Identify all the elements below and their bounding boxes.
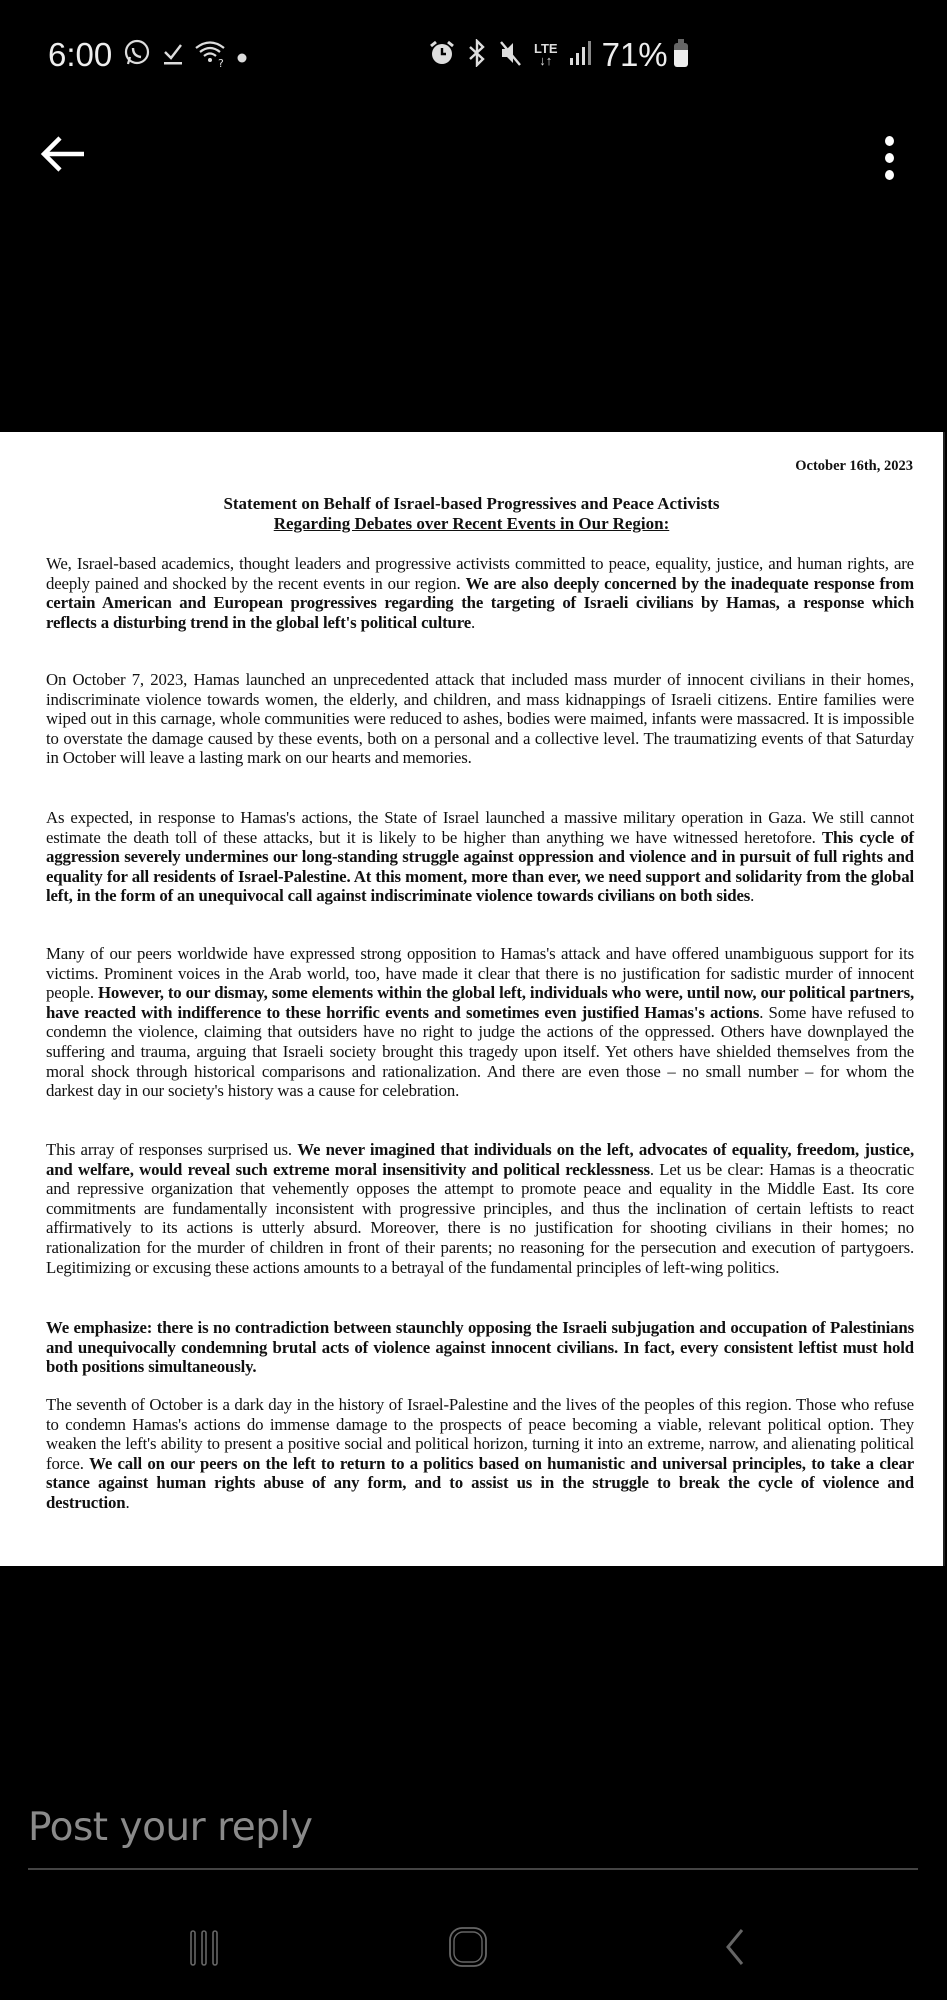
bold-text: We emphasize: there is no contradiction between staunchly opposing the Israeli subjugation and occupation of Palestinians and unequivocally condemning brutal acts of violence against innocent civilians. In fact, every consistent leftist must hold both positions simultaneously. <box>46 1318 914 1377</box>
lte-label: LTE <box>534 41 558 56</box>
text: . <box>125 1492 130 1512</box>
signal-icon <box>568 40 592 70</box>
home-button[interactable] <box>448 1926 488 1968</box>
svg-text:?: ? <box>218 57 225 67</box>
text: On October 7, 2023, Hamas launched an unprecedented attack that included mass murder of innocent civilians in their homes, indiscriminate violence towards women, the elderly, and children, and mass kidnappings of Israeli citizens. Entire families were wiped out in this carnage, whole communities were reduced to ashes, bodies were maimed, infants were massacred. It is impossible to overstate the damage caused by these events, both on a personal and a collective level. The traumatizing events of that Saturday in October will leave a lasting mark on our hearts and memories. <box>46 670 914 768</box>
reply-divider <box>28 1868 918 1870</box>
alarm-icon <box>428 39 456 71</box>
lte-icon: LTE ↓↑ <box>534 41 558 68</box>
bold-text: We never imagined that individuals on the left, advocates of equality, freedom, justice, and welfare, would reveal such extreme moral insensitivity and political recklessness <box>46 1140 914 1179</box>
status-right <box>428 36 688 74</box>
text: . Some have refused to condemn the violence, claiming that outsiders have no right to judge the actions of the oppressed. Others have downplayed the suffering and trauma, arguing that Israeli society brought this tragedy upon itself. Yet others have shielded themselves from the moral shock through historical comparisons and rationalization. And there are even those – no small number – for whom the darkest day in our society's history was a cause for celebration. <box>46 1002 914 1101</box>
back-icon <box>720 1926 750 1968</box>
status-bar <box>0 0 947 110</box>
clock: 6:00 <box>48 36 113 73</box>
home-icon <box>448 1926 488 1968</box>
arrow-left-icon <box>40 134 86 174</box>
more-vertical-icon-dot <box>885 170 894 180</box>
status-left <box>48 36 248 74</box>
more-vertical-icon-dot <box>885 153 894 163</box>
statement-image[interactable] <box>0 432 945 1566</box>
text: As expected, in response to Hamas's actions, the State of Israel launched a massive military operation in Gaza. We still cannot estimate the death toll of these attacks, but it is likely to be higher than anything we have witnessed heretofore. <box>46 808 914 847</box>
title-line-1: Statement on Behalf of Israel-based Progressives and Peace Activists <box>223 494 720 513</box>
text: The seventh of October is a dark day in the history of Israel-Palestine and the lives of the peoples of this region. Those who refuse to condemn Hamas's actions do immense damage to the prospects of peace becoming a viable, relevant political option. They weaken the left's ability to present a positive social and political horizon, turning it into an extreme, narrow, and alienating political force. <box>46 1395 914 1473</box>
recent-apps-icon <box>186 1928 224 1968</box>
battery-percent: 71% <box>601 36 668 73</box>
notification-dot-icon <box>236 42 248 68</box>
system-nav-bar <box>0 1920 947 1980</box>
bluetooth-icon <box>466 39 488 71</box>
text: . <box>471 612 476 632</box>
more-options-button[interactable] <box>874 128 904 188</box>
document-title <box>0 494 943 534</box>
wifi-question-icon <box>194 39 226 71</box>
battery-icon <box>674 43 688 67</box>
recent-apps-button[interactable] <box>186 1928 224 1966</box>
paragraph-4 <box>46 944 914 1101</box>
bold-text: We are also deeply concerned by the inadequate response from certain American and European progressives regarding the targeting of Israeli civilians by Hamas, a response which reflects a disturbing trend in the global left's political culture <box>46 573 914 632</box>
paragraph-5 <box>46 1140 914 1277</box>
reply-input[interactable]: Post your reply <box>28 1805 313 1850</box>
paragraph-7 <box>46 1395 914 1513</box>
text: Many of our peers worldwide have expressed strong opposition to Hamas's attack and have offered unambiguous support for its victims. Prominent voices in the Arab world, too, have made it clear that there is no justification for sadistic murder of innocent people. <box>46 944 914 1003</box>
download-done-icon <box>162 40 184 70</box>
back-button[interactable] <box>40 134 90 174</box>
paragraph-3 <box>46 808 914 906</box>
bold-text: We call on our peers on the left to return to a politics based on humanistic and universal principles, to take a clear stance against human rights abuse of any form, and to assist us in the struggle to break the cycle of violence and destruction <box>46 1453 914 1512</box>
text: This array of responses surprised us. <box>46 1140 298 1159</box>
paragraph-1 <box>46 554 914 632</box>
top-app-bar <box>0 120 947 200</box>
paragraph-6 <box>46 1318 914 1377</box>
system-back-button[interactable] <box>720 1926 750 1968</box>
text: . <box>750 886 755 906</box>
bold-text: This cycle of aggression severely undermines our long-standing struggle against oppression and violence and in pursuit of full rights and equality for all residents of Israel-Palestine. At this moment, more than ever, we need support and solidarity from the global left, in the form of an unequivocal call against indiscriminate violence towards civilians on both sides <box>46 827 914 906</box>
text: . Let us be clear: Hamas is a theocratic and repressive organization that vehemently opposes the attempt to promote peace and equality in the Middle East. Its core commitments are fundamentally inconsistent with progressive principles, and thus the inclination of certain leftists to react affirmatively to its actions is utterly absurd. Moreover, there is no justification for shooting civilians in their homes; no rationalization for the murder of children in front of their parents; no reasoning for the persecution and execution of partygoers. Legitimizing or excusing these actions amounts to a betrayal of the fundamental principles of left-wing politics. <box>46 1159 915 1277</box>
paragraph-2 <box>46 670 914 768</box>
text: We, Israel-based academics, thought leaders and progressive activists committed to peace, equality, justice, and human rights, are deeply pained and shocked by the recent events in our region. <box>46 554 914 593</box>
whatsapp-icon <box>122 38 152 72</box>
document-date: October 16th, 2023 <box>795 458 913 474</box>
more-vertical-icon-dot <box>885 136 894 146</box>
mute-icon <box>498 39 524 71</box>
bold-text: However, to our dismay, some elements within the global left, individuals who were, until now, our political partners, have reacted with indifference to these horrific events and sometimes even justified Hamas's actions <box>46 983 914 1022</box>
title-line-2: Regarding Debates over Recent Events in Our Region: <box>273 514 670 533</box>
